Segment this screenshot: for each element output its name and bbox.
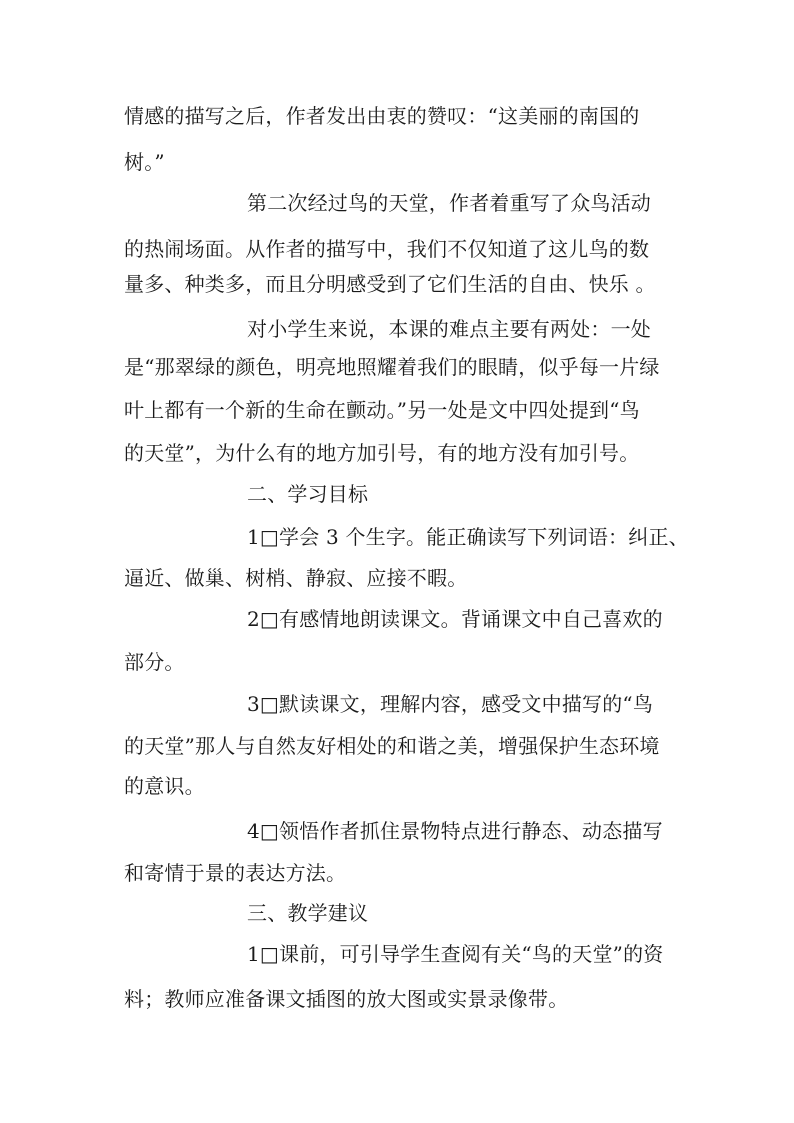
text-line: 料；教师应准备课文插图的放大图或实景录像带。 bbox=[124, 987, 569, 1011]
text-line: 部分。 bbox=[124, 650, 185, 674]
section-heading: 三、教学建议 bbox=[247, 901, 369, 925]
text-line: 叶上都有一个新的生命在颤动。”另一处是文中四处提到“鸟 bbox=[124, 398, 640, 422]
text-line: 和寄情于景的表达方法。 bbox=[124, 861, 347, 885]
list-item-start: 4□领悟作者抓住景物特点进行静态、动态描写 bbox=[247, 819, 663, 843]
paragraph-start-line: 对小学生来说，本课的难点主要有两处：一处 bbox=[247, 317, 651, 341]
text-line: 的天堂”，为什么有的地方加引号，有的地方没有加引号。 bbox=[124, 441, 640, 465]
text-line: 情感的描写之后，作者发出由衷的赞叹：“这美丽的南国的 bbox=[124, 104, 640, 128]
text-line: 量多、种类多，而且分明感受到了它们生活的自由、快乐 。 bbox=[124, 272, 656, 296]
text-line: 的热闹场面。从作者的描写中，我们不仅知道了这儿鸟的数 bbox=[124, 237, 650, 261]
list-item-start: 1□学会 3 个生字。能正确读写下列词语：纠正、 bbox=[247, 525, 689, 549]
text-line: 逼近、做巢、树梢、静寂、应接不暇。 bbox=[124, 566, 468, 590]
list-item-start: 3□默读课文，理解内容，感受文中描写的“鸟 bbox=[247, 692, 654, 716]
text-line: 树。” bbox=[124, 150, 165, 174]
paragraph-start-line: 第二次经过鸟的天堂，作者着重写了众鸟活动 bbox=[247, 191, 651, 215]
list-item-start: 1□课前，可引导学生查阅有关“鸟的天堂”的资 bbox=[247, 942, 664, 966]
text-line: 的天堂”那人与自然友好相处的和谐之美，增强保护生态环境 bbox=[124, 734, 660, 758]
list-item-start: 2□有感情地朗读课文。背诵课文中自己喜欢的 bbox=[247, 607, 663, 631]
text-line: 是“那翠绿的颜色，明亮地照耀着我们的眼睛，似乎每一片绿 bbox=[124, 355, 660, 379]
text-line: 的意识。 bbox=[124, 774, 205, 798]
section-heading: 二、学习目标 bbox=[247, 482, 369, 506]
